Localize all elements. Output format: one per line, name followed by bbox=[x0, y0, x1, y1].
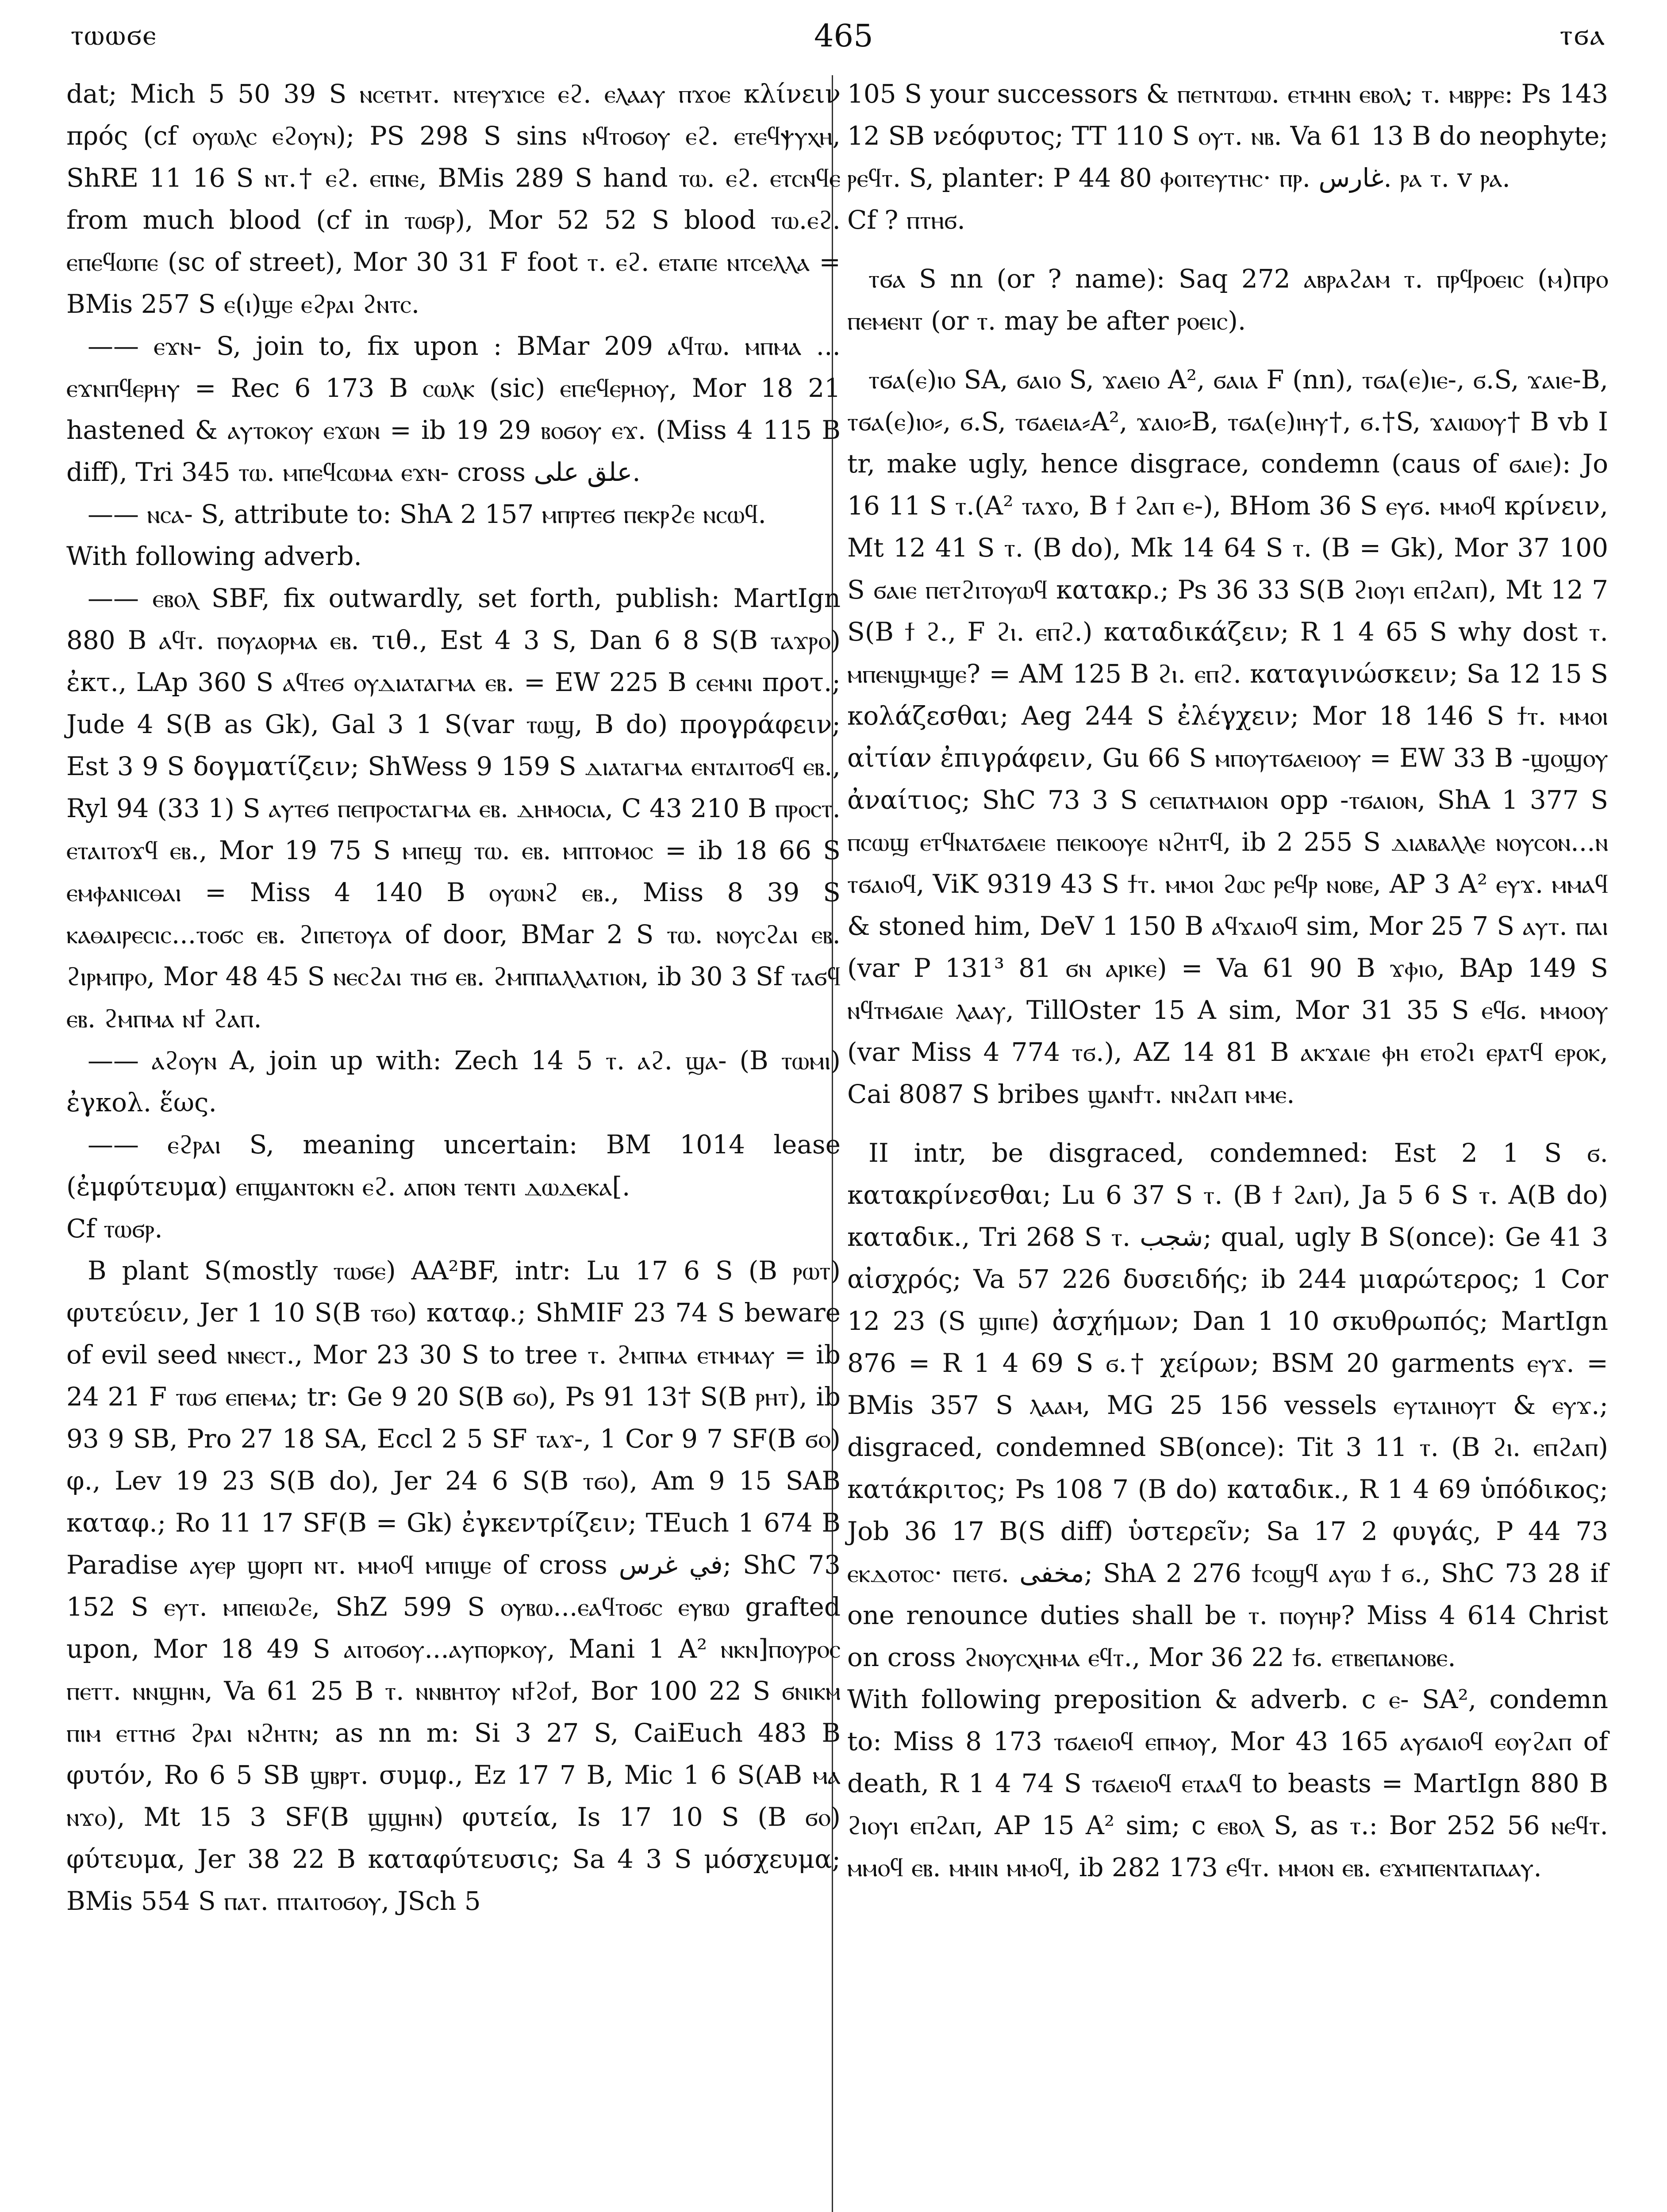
header-left-headword: ⲧⲱⲱϭⲉ bbox=[71, 18, 157, 52]
headword-entry: ⲧϭⲁ(ⲉ)ⲓⲟ SA, ϭⲁⲓⲟ S, ϫⲁⲉⲓⲟ A², ϭⲁⲓⲁ F (nn), ⲧϭⲁ(ⲉ)ⲓⲉ-, ϭ.S, ϫⲁⲓⲉ-B, ⲧϭⲁ(ⲉ)ⲓⲟ⸗, ϭ.S, ⲧϭⲁⲉⲓⲁ⸗A², ϫⲁⲓⲟ⸗B, ⲧϭⲁ(ⲉ)ⲓⲏⲩ†, ϭ.†S, ϫⲁⲓⲱⲟⲩ† B vb I tr, make ugly, hence disgrace, condemn (caus of ϭⲁⲓⲉ): Jo 16 11 S ⲧ.(A² ⲧⲁϫⲟ, B ϯ ϩⲁⲡ ⲉ-), BHom 36 S ⲉⲩϭ. ⲙⲙⲟϥ κρίνειν, Mt 12 41 S ⲧ. (B do), Mk 14 64 S ⲧ. (B = Gk), Mor 37 100 S ϭⲁⲓⲉ ⲡⲉⲧϩⲓⲧⲟⲩⲱϥ κατακρ.; Ps 36 33 S(B ϩⲓⲟⲩⲓ ⲉⲡϩⲁⲡ), Mt 12 7 S(B ϯ ϩ., F ϩⲓ. ⲉⲡϩ.) καταδικάζειν; R 1 4 65 S why dost ⲧ. ⲙⲡⲉⲛϣⲙϣⲉ? = AM 125 B ϩⲓ. ⲉⲡϩ. καταγινώσκειν; Sa 12 15 S κολάζεσθαι; Aeg 244 S ἐλέγχειν; Mor 18 146 S ϯⲧ. ⲙⲙⲟⲓ αἰτίαν ἐπιγράφειν, Gu 66 S ⲙⲡⲟⲩⲧϭⲁⲉⲓⲟⲟⲩ = EW 33 B -ϣⲟϣⲟⲩ ἀναίτιος; ShC 73 3 S ⲥⲉⲡⲁⲧⲙⲁⲓⲟⲛ opp -ⲧϭⲁⲓⲟⲛ, ShA 1 377 S ⲡⲥⲱϣ ⲉⲧϥⲛⲁⲧϭⲁⲉⲓⲉ ⲡⲉⲓⲕⲟⲟⲩⲉ ⲛϩⲏⲧϥ, ib 2 255 S ⲇⲓⲁⲃⲁⲗⲗⲉ ⲛⲟⲩⲥⲟⲛ...ⲛ ⲧϭⲁⲓⲟϥ, ViK 9319 43 S ϯⲧ. ⲙⲙⲟⲓ ϩⲱⲥ ⲣⲉϥⲣ ⲛⲟⲃⲉ, AP 3 A² ⲉⲩϫ. ⲙⲙⲁϥ & stoned him, DeV 1 150 B ⲁϥϫⲁⲓⲟϥ sim, Mor 25 7 S ⲁⲩⲧ. ⲡⲁⲓ (var P 131³ 81 ϭⲛ ⲁⲣⲓⲕⲉ) = Va 61 90 B ϫⲫⲓⲟ, BAp 149 S ⲛϥⲧⲙϭⲁⲓⲉ ⲗⲁⲁⲩ, TillOster 15 A sim, Mor 31 35 S ⲉϥϭ. ⲙⲙⲟⲟⲩ (var Miss 4 774 ⲧϭ.), AZ 14 81 B ⲁⲕϫⲁⲓⲉ ⲫⲏ ⲉⲧⲟϩⲓ ⲉⲣⲁⲧϥ ⲉⲣⲟⲕ, Cai 8087 S bribes ϣⲁⲛϯⲧ. ⲛⲛϩⲁⲡ ⲙⲙⲉ. bbox=[847, 365, 1608, 1109]
entry-paragraph: —— ⲉϫⲛ- S, join to, fix upon : BMar 209 ⲁϥⲧⲱ. ⲙⲡⲙⲁ ... ⲉϫⲛⲡϥⲉⲣⲏⲩ = Rec 6 173 B ⲥⲱⲗⲕ (sic) ⲉⲡⲉϥⲉⲣⲏⲟⲩ, Mor 18 21 hastened & ⲁⲩⲧⲟⲕⲟⲩ ⲉϫⲱⲛ = ib 19 29 ⲃⲟϭⲟⲩ ⲉϫ. (Miss 4 115 B diff), Tri 345 ⲧⲱ. ⲙⲡⲉϥⲥⲱⲙⲁ ⲉϫⲛ- cross علق على. bbox=[66, 331, 841, 487]
header-right-headword: ⲧϭⲁ bbox=[1559, 18, 1606, 52]
entry-paragraph: II intr, be disgraced, condemned: Est 2 1 S ϭ. κατακρίνεσθαι; Lu 6 37 S ⲧ. (B ϯ ϩⲁⲡ), Ja 5 6 S ⲧ. A(B do) καταδικ., Tri 268 S ⲧ. شجب; qual, ugly B S(once): Ge 41 3 αἰσχρός; Va 57 226 δυσειδής; ib 244 μιαρώτερος; 1 Cor 12 23 (S ϣⲓⲡⲉ) ἀσχήμων; Dan 1 10 σκυθρωπός; MartIgn 876 = R 1 4 69 S ϭ.† χείρων; BSM 20 garments ⲉⲩϫ. = BMis 357 S ⲗⲁⲁⲙ, MG 25 156 vessels ⲉⲩⲧⲁⲓⲏⲟⲩⲧ & ⲉⲩϫ.; disgraced, condemned SB(once): Tit 3 11 ⲧ. (B ϩⲓ. ⲉⲡϩⲁⲡ) κατάκριτος; Ps 108 7 (B do) καταδικ., R 1 4 69 ὑπόδικος; Job 36 17 B(S diff) ὑστερεῖν; Sa 17 2 φυγάς, P 44 73 ⲉⲕⲇⲟⲧⲟⲥ· ⲡⲉⲧϭ. مخفى; ShA 2 276 ϯⲥⲟϣϥ ⲁⲩⲱ ϯ ϭ., ShC 73 28 if one renounce duties shall be ⲧ. ⲡⲟⲩⲏⲣ? Miss 4 614 Christ on cross ϩⲛⲟⲩⲥⲭⲏⲙⲁ ⲉϥⲧ., Mor 36 22 ϯϭ. ⲉⲧⲃⲉⲡⲁⲛⲟⲃⲉ. bbox=[847, 1138, 1609, 1672]
entry-paragraph: —— ⲛⲥⲁ- S, attribute to: ShA 2 157 ⲙⲡⲣⲧⲉϭ ⲡⲉⲕⲣϩⲉ ⲛⲥⲱϥ. bbox=[88, 499, 766, 529]
entry-paragraph: —— ⲉⲃⲟⲗ SBF, fix outwardly, set forth, publish: MartIgn 880 B ⲁϥⲧ. ⲡⲟⲩⲁⲟⲣⲙⲁ ⲉⲃ. τιθ., Est 4 3 S, Dan 6 8 S(B ⲧⲁϫⲣⲟ) ἐκτ., LAp 360 S ⲁϥⲧⲉϭ ⲟⲩⲇⲓⲁⲧⲁⲅⲙⲁ ⲉⲃ. = EW 225 B ⲥⲉⲙⲛⲓ προτ.; Jude 4 S(B as Gk), Gal 3 1 S(var ⲧⲱϣ, B do) προγράφειν; Est 3 9 S δογματίζειν; ShWess 9 159 S ⲇⲓⲁⲧⲁⲅⲙⲁ ⲉⲛⲧⲁⲓⲧⲟϭϥ ⲉⲃ., Ryl 94 (33 1) S ⲁⲩⲧⲉϭ ⲡⲉⲡⲣⲟⲥⲧⲁⲅⲙⲁ ⲉⲃ. ⲇⲏⲙⲟⲥⲓⲁ, C 43 210 B ⲡⲣⲟⲥⲧ. ⲉⲧⲁⲓⲧⲟϫϥ ⲉⲃ., Mor 19 75 S ⲙⲡⲉϣ ⲧⲱ. ⲉⲃ. ⲙⲡⲧⲟⲙⲟⲥ = ib 18 66 S ⲉⲙⲫⲁⲛⲓⲥⲑⲁⲓ = Miss 4 140 B ⲟⲩⲱⲛϩ ⲉⲃ., Miss 8 39 S ⲕⲁⲑⲁⲓⲣⲉⲥⲓⲥ...ⲧⲟϭⲥ ⲉⲃ. ϩⲓⲡⲉⲧⲟⲩⲁ of door, BMar 2 S ⲧⲱ. ⲛⲟⲩⲥϩⲁⲓ ⲉⲃ. ϩⲓⲣⲙⲡⲣⲟ, Mor 48 45 S ⲛⲉⲥϩⲁⲓ ⲧⲏϭ ⲉⲃ. ϩⲙⲡⲡⲁⲗⲗⲁⲧⲓⲟⲛ, ib 30 3 Sf ⲧⲁϭϥ ⲉⲃ. ϩⲙⲡⲙⲁ ⲛϯ ϩⲁⲡ. bbox=[66, 583, 841, 1033]
section-note: With following adverb. bbox=[66, 541, 362, 571]
entry-paragraph: —— ⲉϩⲣⲁⲓ S, meaning uncertain: BM 1014 lease (ἐμφύτευμα) ⲉⲡϣⲁⲛⲧⲟⲕⲛ ⲉϩ. ⲁⲡⲟⲛ ⲧⲉⲛⲧⲓ ⲇⲱⲇⲉⲕⲁ[. bbox=[66, 1129, 841, 1202]
left-column bbox=[66, 73, 841, 1922]
entry-paragraph: dat; Mich 5 50 39 S ⲛⲥⲉⲧⲙⲧ. ⲛⲧⲉⲩϫⲓⲥⲉ ⲉϩ. ⲉⲗⲁⲁⲩ ⲡϫⲟⲉ κλίνειν πρός (cf ⲟⲩⲱⲗⲥ ⲉϩⲟⲩⲛ); PS 298 S sins ⲛϥⲧⲟϭⲟⲩ ⲉϩ. ⲉⲧⲉϥⲯⲩⲭⲏ, ShRE 11 16 S ⲛⲧ.† ⲉϩ. ⲉⲡⲛⲉ, BMis 289 S hand ⲧⲱ. ⲉϩ. ⲉⲧⲥⲛϥⲉ from much blood (cf in ⲧⲱϭⲣ), Mor 52 52 S blood ⲧⲱ.ⲉϩ. ⲉⲡⲉϥⲱⲡⲉ (sc of street), Mor 30 31 F foot ⲧ. ⲉϩ. ⲉⲧⲁⲡⲉ ⲛⲧⲥⲉⲗⲗⲁ = BMis 257 S ⲉ(ⲓ)ϣⲉ ⲉϩⲣⲁⲓ ϩⲛⲧⲥ. bbox=[66, 79, 841, 319]
entry-paragraph: B plant S(mostly ⲧⲱϭⲉ) AA²BF, intr: Lu 17 6 S (B ⲣⲱⲧ) φυτεύειν, Jer 1 10 S(B ⲧϭⲟ) καταφ.; ShMIF 23 74 S beware of evil seed ⲛⲛⲉⲥⲧ., Mor 23 30 S to tree ⲧ. ϩⲙⲡⲙⲁ ⲉⲧⲙⲙⲁⲩ = ib 24 21 F ⲧⲱϭ ⲉⲡⲉⲙⲁ; tr: Ge 9 20 S(B ϭⲟ), Ps 91 13† S(B ⲣⲏⲧ), ib 93 9 SB, Pro 27 18 SA, Eccl 2 5 SF ⲧⲁϫ-, 1 Cor 9 7 SF(B ϭⲟ) φ., Lev 19 23 S(B do), Jer 24 6 S(B ⲧϭⲟ), Am 9 15 SAB καταφ.; Ro 11 17 SF(B = Gk) ἐγκεντρίζειν; TEuch 1 674 B Paradise ⲁⲩⲉⲣ ϣⲟⲣⲡ ⲛⲧ. ⲙⲙⲟϥ ⲙⲡⲓϣⲉ of cross في غرس; ShC 73 152 S ⲉⲩⲧ. ⲙⲡⲉⲓⲱϩⲉ, ShZ 599 S ⲟⲩⲃⲱ...ⲉⲁϥⲧⲟϭⲥ ⲉⲩⲃⲱ grafted upon, Mor 18 49 S ⲁⲓⲧⲟϭⲟⲩ...ⲁⲩⲡⲟⲣⲕⲟⲩ, Mani 1 A² ⲛⲕⲛ]ⲡⲟⲩⲣⲟⲥ ⲡⲉⲧⲧ. ⲛⲛϣⲏⲛ, Va 61 25 B ⲧ. ⲛⲛⲃⲏⲧⲟⲩ ⲛϯϩⲟϯ, Bor 100 22 S ϭⲛⲓⲕⲙ ⲡⲓⲙ ⲉⲧⲧⲏϭ ϩⲣⲁⲓ ⲛϩⲏⲧⲛ; as nn m: Si 3 27 S, CaiEuch 483 B φυτόν, Ro 6 5 SB ϣⲃⲣⲧ. συμφ., Ez 17 7 B, Mic 1 6 S(AB ⲙⲁ ⲛϫⲟ), Mt 15 3 SF(B ϣϣⲏⲛ) φυτεία, Is 17 10 S (B ϭⲟ) φύτευμα, Jer 38 22 B καταφύτευσις; Sa 4 3 S μόσχευμα; BMis 554 S ⲡⲁⲧ. ⲡⲧⲁⲓⲧⲟϭⲟⲩ, JSch 5 bbox=[66, 1256, 841, 1916]
page-number: 465 bbox=[814, 18, 873, 54]
right-column bbox=[847, 73, 1608, 1889]
running-header bbox=[66, 18, 1606, 71]
cross-reference: Cf ⲧⲱϭⲣ. bbox=[66, 1214, 163, 1244]
cross-reference: Cf ? ⲡⲧⲏϭ. bbox=[847, 205, 965, 235]
headword-entry: ⲧϭⲁ S nn (or ? name): Saq 272 ⲁⲃⲣⲁϩⲁⲙ ⲧ. ⲡⲣϥⲣⲟⲉⲓⲥ (ⲙ)ⲡⲣⲟ ⲡⲉⲙⲉⲛⲧ (or ⲧ. may be after ⲣⲟⲉⲓⲥ). bbox=[847, 264, 1608, 336]
entry-paragraph: 105 S your successors & ⲡⲉⲧⲛⲧⲱⲱ. ⲉⲧⲙⲏⲛ ⲉⲃⲟⲗ; ⲧ. ⲙⲃⲣⲣⲉ: Ps 143 12 SB νεόφυτος; TT 110 S ⲟⲩⲧ. ⲛⲃ. Va 61 13 B do neophyte; ⲣⲉϥⲧ. S, planter: P 44 80 ⲫⲟⲓⲧⲉⲩⲧⲏⲥ· ⲡⲣ. غارس. ⲣⲁ ⲧ. v ⲣⲁ. bbox=[847, 79, 1608, 193]
entry-paragraph: With following preposition & adverb. c ⲉ- SA², condemn to: Miss 8 173 ⲧϭⲁⲉⲓⲟϥ ⲉⲡⲙⲟⲩ, Mor 43 165 ⲁⲩϭⲁⲓⲟϥ ⲉⲟⲩϩⲁⲡ of death, R 1 4 74 S ⲧϭⲁⲉⲓⲟϥ ⲉⲧⲁⲁϥ to beasts = MartIgn 880 B ϩⲓⲟⲩⲓ ⲉⲡϩⲁⲡ, AP 15 A² sim; c ⲉⲃⲟⲗ S, as ⲧ.: Bor 252 56 ⲛⲉϥⲧ. ⲙⲙⲟϥ ⲉⲃ. ⲙⲙⲓⲛ ⲙⲙⲟϥ, ib 282 173 ⲉϥⲧ. ⲙⲙⲟⲛ ⲉⲃ. ⲉϫⲙⲡⲉⲛⲧⲁⲡⲁⲁⲩ. bbox=[847, 1684, 1608, 1882]
entry-paragraph: —— ⲁϩⲟⲩⲛ A, join up with: Zech 14 5 ⲧ. ⲁϩ. ϣⲁ- (B ⲧⲱⲙⲓ) ἐγκολ. ἕως. bbox=[66, 1045, 841, 1118]
